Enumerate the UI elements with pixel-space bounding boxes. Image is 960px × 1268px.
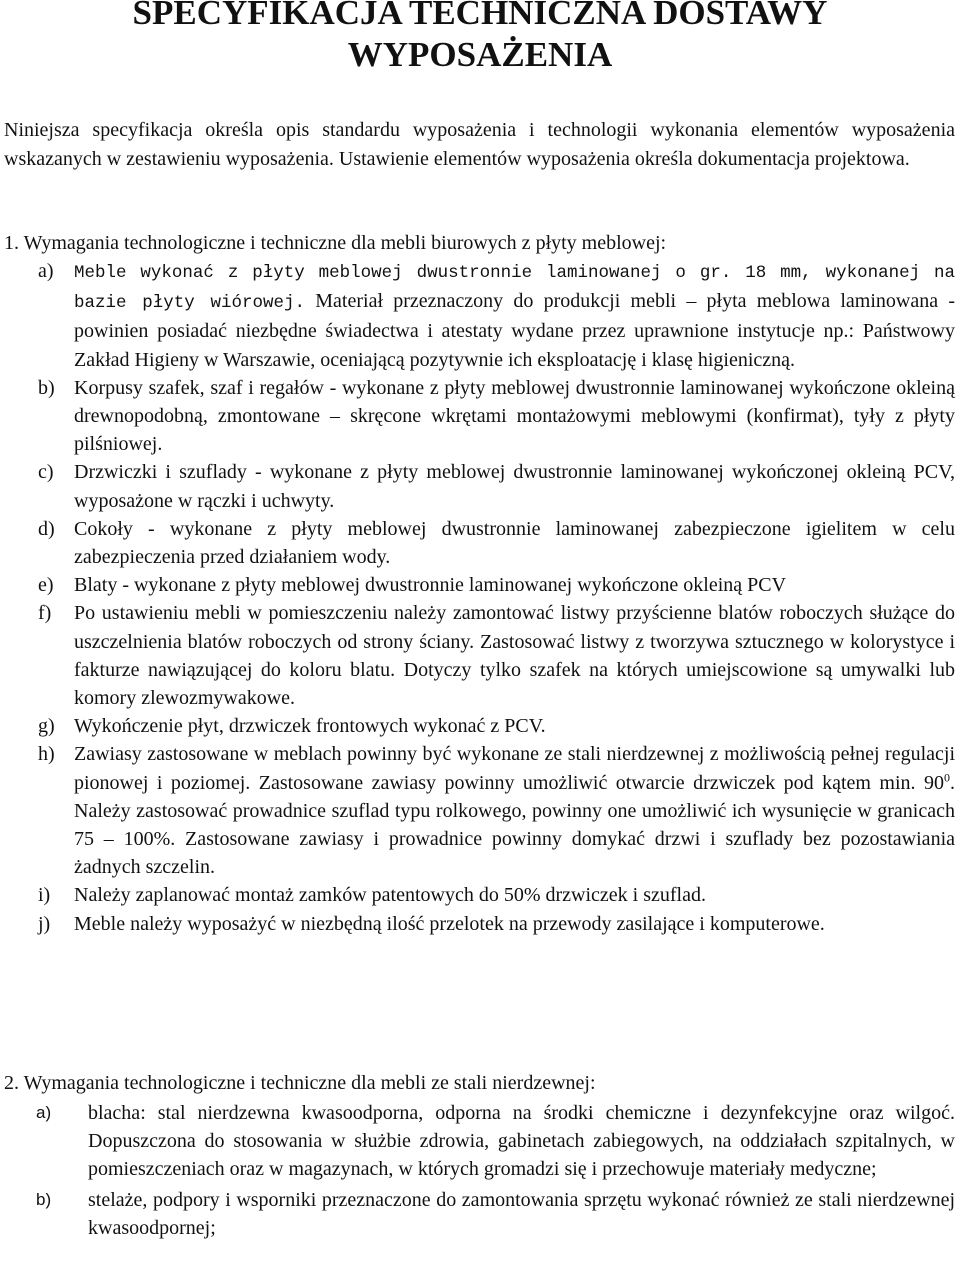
list-item-text: Należy zaplanować montaż zamków patentowych do 50% drzwiczek i szuflad. [74, 884, 706, 907]
list-marker: i) [38, 884, 51, 907]
list-item-text: Zawiasy zastosowane w meblach powinny być wykonane ze stali nierdzewnej z możliwością pełnej regulacji pionowej i poziomej. Zastosowane zawiasy powinny umożliwić otwarcie drzwiczek pod kątem min. 90 [74, 743, 955, 794]
list-item [0, 881, 955, 909]
list-item-text: Po ustawieniu mebli w pomieszczeniu należy zamontować listwy przyścienne blatów roboczych służące do uszczelnienia blatów roboczych od strony ściany. Zastosować listwy z tworzywa sztucznego w kolorystyce i fakturze nawiązującej do koloru blatu. Dotyczy tylko szafek na których umiejscowione są umywalki lub komory zlewozmywakowe. [74, 602, 955, 710]
section-1-heading: 1. Wymagania technologiczne i techniczne dla mebli biurowych z płyty meblowej: [4, 232, 667, 254]
list-item [0, 740, 955, 881]
list-marker: g) [38, 715, 55, 738]
list-item [0, 712, 955, 740]
list-item [0, 599, 955, 712]
list-item-text: Cokoły - wykonane z płyty meblowej dwustronnie laminowanej zabezpieczone igielitem w celu zabezpieczenia przed działaniem wody. [74, 517, 955, 569]
list-item-text: blacha: stal nierdzewna kwasoodporna, odporna na środki chemiczne i dezynfekcyjne oraz wilgoć. Dopuszczona do stosowania w służbie zdrowia, gabinetach zabiegowych, na oddziałach szpitalnych, w pomieszczeniach oraz w magazynach, w których gromadzi się i przechowuje materiały medyczne; [88, 1102, 955, 1181]
list-item [0, 257, 955, 374]
list-marker: b) [36, 1189, 52, 1209]
list-item [0, 515, 955, 571]
list-marker: d) [38, 517, 55, 540]
section-2-list [0, 1099, 960, 1242]
list-marker: c) [38, 461, 54, 484]
list-item-text: Wykończenie płyt, drzwiczek frontowych wykonać z PCV. [74, 715, 546, 738]
list-item [0, 910, 955, 938]
list-item [0, 458, 955, 514]
section-1-list [0, 257, 960, 938]
list-marker: a) [36, 1103, 52, 1122]
list-marker: e) [38, 574, 54, 597]
document-title-line-2: WYPOSAŻENIA [347, 35, 613, 74]
list-item-text: Blaty - wykonane z płyty meblowej dwustronnie laminowanej wykończone okleiną PCV [74, 574, 787, 597]
document-title-line-1: SPECYFIKACJA TECHNICZNA DOSTAWY [132, 0, 828, 32]
list-marker: f) [38, 602, 52, 625]
list-item-text: Meble należy wyposażyć w niezbędną ilość przelotek na przewody zasilające i komputerowe. [74, 912, 825, 935]
list-marker: h) [38, 743, 55, 766]
list-item-text: Drzwiczki i szuflady - wykonane z płyty meblowej dwustronnie laminowanej wykończonej okleiną PCV, wyposażone w rączki i uchwyty. [74, 461, 955, 512]
list-item-text: Korpusy szafek, szaf i regałów - wykonane z płyty meblowej dwustronnie laminowanej wykończone okleiną drewnopodobną, zmontowane – skręcone wkrętami montażowymi meblowymi (konfirmat), tyły z płyty pilśniowej. [74, 376, 955, 456]
list-item-text-mono: Meble wykonać z płyty meblowej dwustronnie laminowanej o gr. 18 mm, wykonanej na bazie płyty wiórowej. [74, 263, 955, 314]
list-marker: j) [38, 912, 51, 935]
degree-superscript: 0 [944, 770, 950, 784]
list-item-text: stelaże, podpory i wsporniki przeznaczone do zamontowania sprzętu wykonać również ze stali nierdzewnej kwasoodpornej; [88, 1188, 955, 1239]
list-marker: a) [38, 260, 54, 282]
section-2-heading: 2. Wymagania technologiczne i techniczne dla mebli ze stali nierdzewnej: [4, 1072, 596, 1094]
list-item [0, 571, 955, 599]
list-item-text: . Należy zastosować prowadnice szuflad typu rolkowego, powinny one umożliwić ich wysunięcie w granicach 75 – 100%. Zastosowane zawiasy i prowadnice powinny domykać drzwi i szuflady bez pozostawiania żadnych szczelin. [74, 771, 955, 879]
list-marker: b) [38, 376, 55, 399]
list-item [0, 1099, 955, 1184]
intro-paragraph: Niniejsza specyfikacja określa opis standardu wyposażenia i technologii wykonania elementów wyposażenia wskazanych w zestawieniu wyposażenia. Ustawienie elementów wyposażenia określa dokumentacja projektowa. [4, 119, 955, 170]
list-item [0, 1186, 955, 1242]
list-item-text: Materiał przeznaczony do produkcji mebli – płyta meblowa laminowana - powinien posiadać niezbędne świadectwa i atestaty wydane przez uprawnione instytucje np.: Państwowy Zakład Higieny w Warszawie, oceniającą pozytywnie ich eksploatację i klasę higieniczną. [74, 290, 955, 371]
list-item [0, 374, 955, 459]
